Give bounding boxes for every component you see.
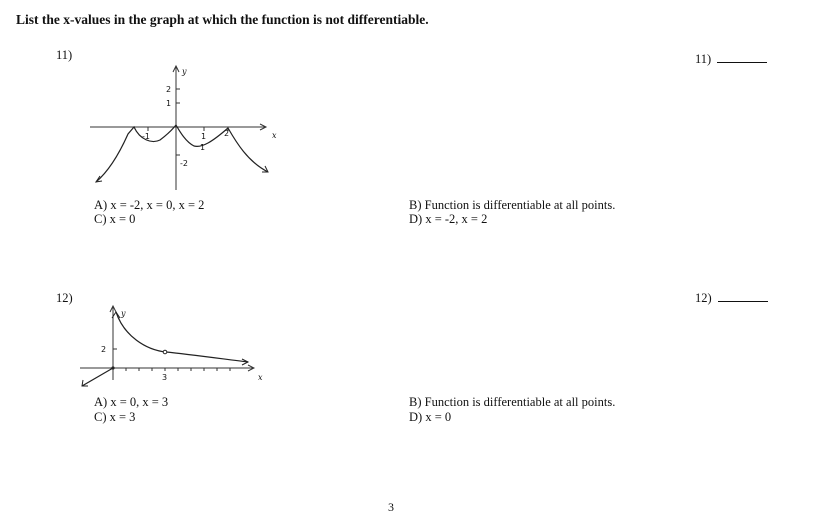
problem-11-right-number: 11) xyxy=(695,52,712,66)
problem-11-choice-c[interactable]: C) x = 0 xyxy=(94,212,136,226)
y-axis-label: y xyxy=(121,309,126,318)
open-point xyxy=(163,350,167,354)
function-decay-curve xyxy=(116,312,248,362)
x-axis-label: x xyxy=(258,373,263,382)
problem-12-choice-a[interactable]: A) x = 0, x = 3 xyxy=(94,395,169,409)
problem-12-choice-d[interactable]: D) x = 0 xyxy=(409,410,452,424)
page-number: 3 xyxy=(388,500,394,514)
problem-12-answer-blank[interactable] xyxy=(718,291,768,302)
function-curve xyxy=(96,125,268,182)
problem-11-number: 11) xyxy=(56,48,73,62)
problem-12-number: 12) xyxy=(56,291,73,305)
function-left-ray xyxy=(82,368,113,386)
problem-12-choice-c[interactable]: C) x = 3 xyxy=(94,410,136,424)
x-tick-neg1: -1 xyxy=(142,132,150,141)
y-tick-2: 2 xyxy=(166,85,172,94)
instructions: List the x-values in the graph at which the function is not differentiable. xyxy=(16,12,429,27)
origin-point xyxy=(111,366,114,369)
graph-extra-label-1: 1 xyxy=(200,143,206,152)
problem-11-choice-b[interactable]: B) Function is differentiable at all points. xyxy=(409,198,616,212)
x-tick-1: 1 xyxy=(201,132,207,141)
y-axis-label: y xyxy=(182,67,187,76)
problem-11-answer-blank[interactable] xyxy=(717,52,767,63)
problem-12-choice-b[interactable]: B) Function is differentiable at all points. xyxy=(409,395,616,409)
problem-12-graph xyxy=(76,300,276,392)
problem-11-choice-d[interactable]: D) x = -2, x = 2 xyxy=(409,212,488,226)
problem-11-choice-a[interactable]: A) x = -2, x = 0, x = 2 xyxy=(94,198,205,212)
x-tick-2: 2 xyxy=(224,129,230,138)
problem-11-graph xyxy=(80,62,290,194)
x-tick-3: 3 xyxy=(162,373,168,382)
x-axis-label: x xyxy=(272,131,277,140)
problem-12-answer-slot xyxy=(695,291,768,306)
problem-12-right-number: 12) xyxy=(695,291,712,305)
problem-11-answer-slot xyxy=(695,52,767,67)
y-tick-neg2: -2 xyxy=(180,159,188,168)
y-tick-2: 2 xyxy=(101,345,107,354)
y-tick-1: 1 xyxy=(166,99,172,108)
